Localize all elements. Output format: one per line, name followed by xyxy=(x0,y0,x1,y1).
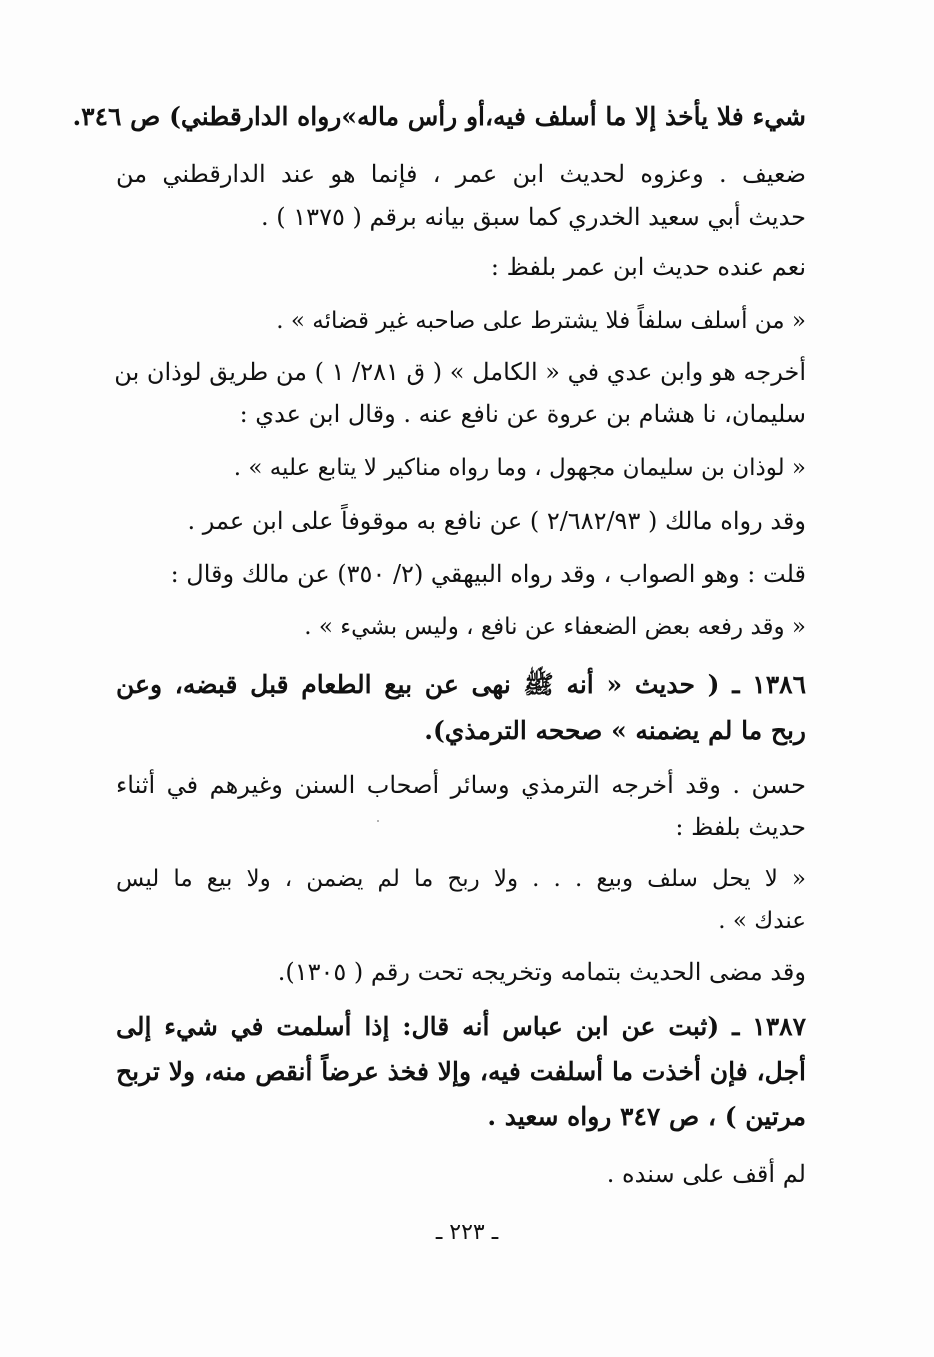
text-line-6: أخرجه هو وابن عدي في « الكامل » ( ق ٢٨١/ ١ ) من طريق لوذان بن xyxy=(114,358,806,386)
text-line-19: ١٣٨٧ ـ (ثبت عن ابن عباس أنه قال: إذا أسلمت في شيء إلى xyxy=(116,1012,806,1041)
text-line-4: نعم عنده حديث ابن عمر بلفظ : xyxy=(490,253,806,281)
text-line-8: « لوذان بن سليمان مجهول ، وما رواه مناكير لا يتابع عليه » . xyxy=(233,455,806,481)
text-line-22: لم أقف على سنده . xyxy=(606,1160,806,1188)
text-line-16: « لا يحل سلف وبيع . . . ولا ربح ما لم يضمن ، ولا بيع ما ليس xyxy=(116,866,806,892)
text-line-15: حديث بلفظ : xyxy=(675,813,806,841)
scan-speck xyxy=(377,820,379,822)
text-line-11: « وقد رفعه بعض الضعفاء عن نافع ، وليس بشيء » . xyxy=(304,614,806,640)
text-line-17: عندك » . xyxy=(718,908,806,934)
text-line-13: ربح ما لم يضمنه » صححه الترمذي). xyxy=(424,716,806,745)
text-line-2: ضعيف . وعزوه لحديث ابن عمر ، فإنما هو عند الدارقطني من xyxy=(116,160,806,188)
text-line-18: وقد مضى الحديث بتمامه وتخريجه تحت رقم ( ١٣٠٥). xyxy=(277,958,806,986)
text-line-3: حديث أبي سعيد الخدري كما سبق بيانه برقم ( ١٣٧٥ ) . xyxy=(261,203,806,231)
text-line-10: قلت : وهو الصواب ، وقد رواه البيهقي (٢/ ٣٥٠) عن مالك وقال : xyxy=(170,560,806,588)
text-line-5: « من أسلف سلفاً فلا يشترط على صاحبه غير قضائه » . xyxy=(276,308,806,334)
page-number: ـ ٢٢٣ ـ xyxy=(435,1220,499,1245)
text-line-1: شيء فلا يأخذ إلا ما أسلف فيه،أو رأس ماله»رواه الدارقطني) ص ٣٤٦. xyxy=(72,102,806,131)
text-line-21: مرتين ) ، ص ٣٤٧ رواه سعيد . xyxy=(487,1102,806,1131)
text-line-12: ١٣٨٦ ـ ( حديث « أنه ﷺ نهى عن بيع الطعام قبل قبضه، وعن xyxy=(116,670,806,699)
text-line-20: أجل، فإن أخذت ما أسلفت فيه، وإلا فخذ عرضاً أنقص منه، ولا تربح xyxy=(116,1057,806,1086)
text-line-9: وقد رواه مالك ( ٢/٦٨٢/٩٣ ) عن نافع به موقوفاً على ابن عمر . xyxy=(187,507,806,535)
text-line-7: سليمان، نا هشام بن عروة عن نافع عنه . وقال ابن عدي : xyxy=(239,400,806,428)
text-line-14: حسن . وقد أخرجه الترمذي وسائر أصحاب السنن وغيرهم في أثناء xyxy=(116,771,806,799)
